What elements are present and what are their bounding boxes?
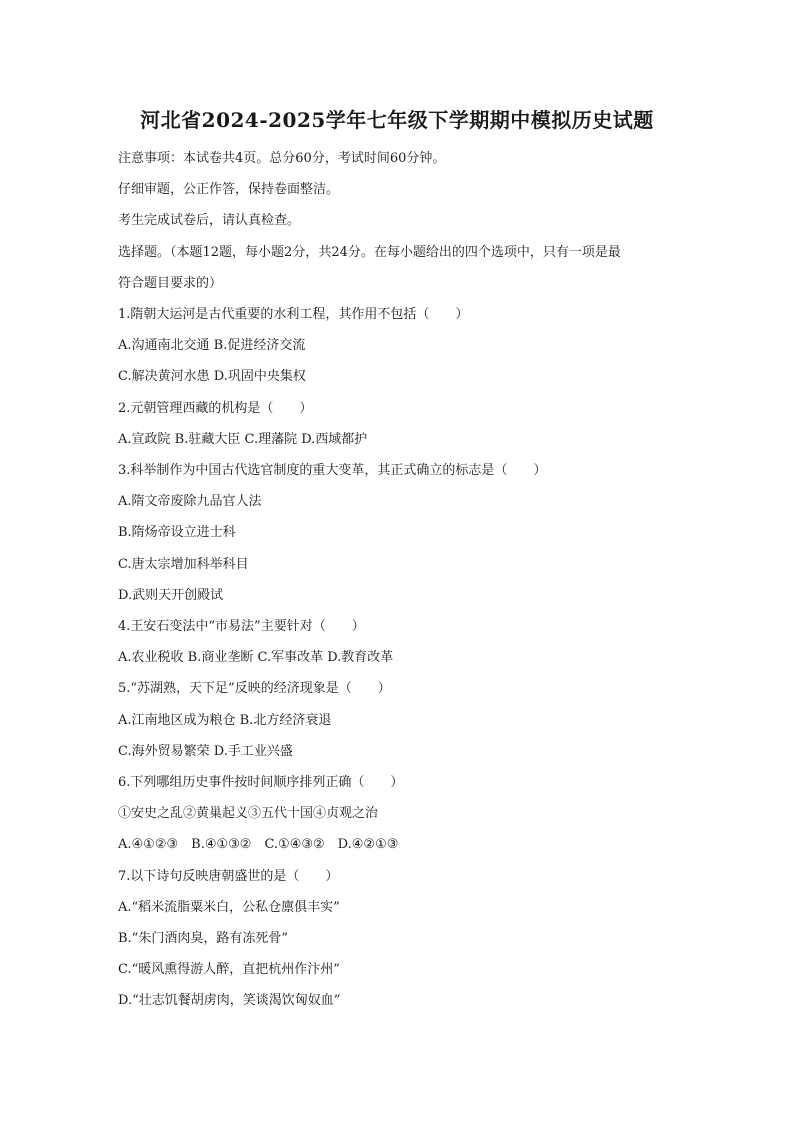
notes-line: 仔细审题，公正作答，保持卷面整洁。 [118,182,340,198]
question-stem: 1.隋朝大运河是古代重要的水利工程，其作用不包括（ ） [118,307,469,323]
question-5 [118,673,688,767]
question-option: D.武则天开创殿试 [118,587,224,603]
question-option: A.农业税收 B.商业垄断 C.军事改革 D.教育改革 [118,650,394,666]
question-stem: 2.元朝管理西藏的机构是（ ） [118,400,313,416]
question-1 [118,299,688,393]
question-option: A.隋文帝废除九品官人法 [118,494,262,510]
question-4 [118,611,688,673]
notes-line: 考生完成试卷后，请认真检查。 [118,213,301,229]
notes-line: 注意事项：本试卷共4页。总分60分，考试时间60分钟。 [118,151,446,166]
question-option: C.海外贸易繁荣 D.手工业兴盛 [118,743,293,759]
question-option: C.唐太宗增加科举科目 [118,556,249,572]
question-option: A.“稻米流脂粟米白，公私仓廪俱丰实” [118,899,340,915]
question-option: ①安史之乱②黄巢起义③五代十国④贞观之治 [118,806,379,822]
question-option: A.沟通南北交通 B.促进经济交流 [118,338,306,354]
question-7 [118,861,688,1017]
question-6 [118,767,688,861]
question-option: A.江南地区成为粮仓 B.北方经济衰退 [118,712,332,728]
document-title: 河北省2024-2025学年七年级下学期期中模拟历史试题 [140,108,654,132]
question-stem: 4.王安石变法中“市易法”主要针对（ ） [118,619,365,635]
question-option: D.“壮志饥餐胡虏肉，笑谈渴饮匈奴血” [118,993,341,1009]
question-option: A.宣政院 B.驻藏大臣 C.理藩院 D.西域都护 [118,431,368,447]
question-option: B.“朱门酒肉臭，路有冻死骨” [118,931,288,947]
question-3 [118,455,688,611]
question-2 [118,393,688,455]
question-option: C.“暖风熏得游人醉，直把杭州作汴州” [118,962,340,978]
question-option: A.④①②③ B.④①③② C.①④③② D.④②①③ [118,837,399,853]
question-stem: 3.科举制作为中国古代选官制度的重大变革，其正式确立的标志是（ ） [118,463,547,479]
section-intro-line: 符合题目要求的） [118,275,223,291]
question-stem: 6.下列哪组历史事件按时间顺序排列正确（ ） [118,775,404,791]
question-stem: 5.“苏湖熟，天下足”反映的经济现象是（ ） [118,681,391,697]
question-stem: 7.以下诗句反映唐朝盛世的是（ ） [118,868,339,884]
question-option: B.隋炀帝设立进士科 [118,525,236,541]
section-intro-line: 选择题。（本题12题，每小题2分，共24分。在每小题给出的四个选项中，只有一项是最 [118,244,621,260]
question-option: C.解决黄河水患 D.巩固中央集权 [118,369,306,385]
document-body [118,143,688,1017]
